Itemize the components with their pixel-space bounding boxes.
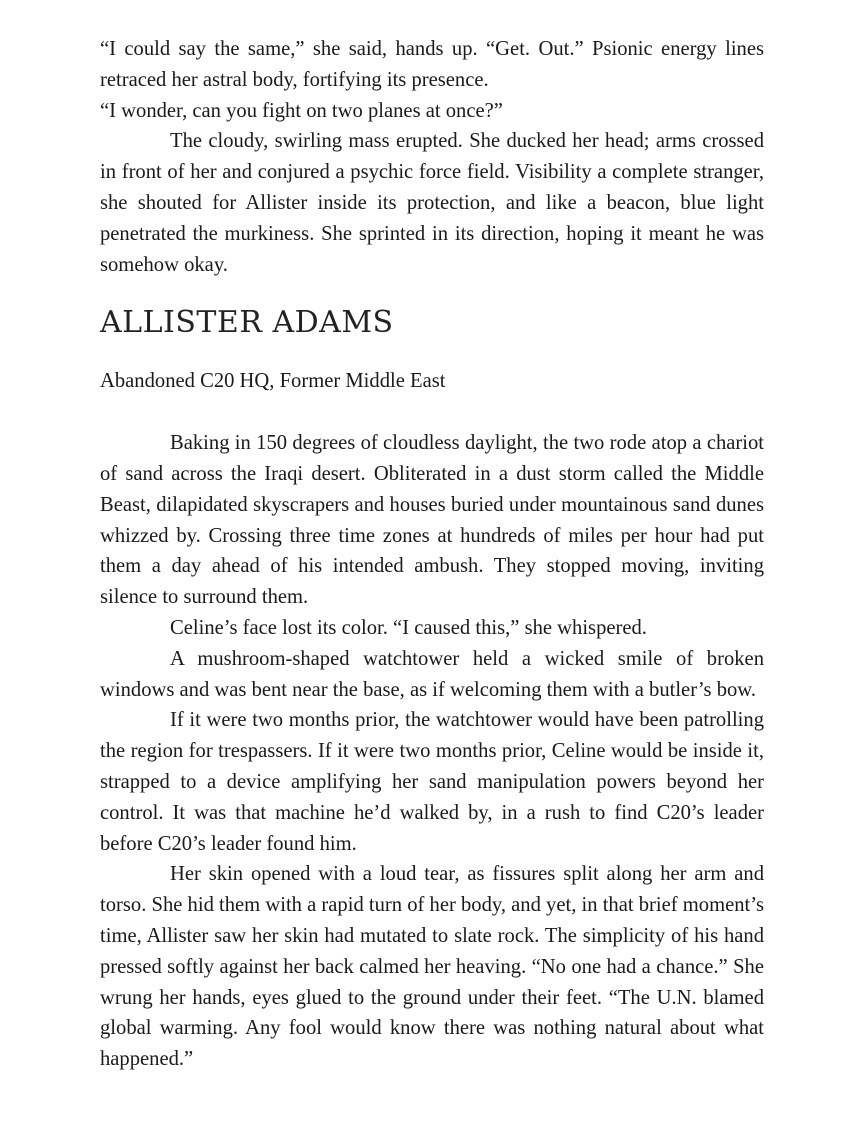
- chapter-heading: ALLISTER ADAMS: [100, 305, 394, 341]
- paragraph: “I wonder, can you fight on two planes at once?”: [100, 99, 503, 122]
- paragraph: Baking in 150 degrees of cloudless daylight, the two rode atop a chariot of sand across the Iraqi desert. Obliterated in a dust storm called the Middle Beast, dilapidated skyscrapers and houses buried under mountainous sand dunes whizzed by. Crossing three time zones at hundreds of miles per hour had put them a day ahead of his intended ambush. They stopped moving, inviting silence to surround them.: [100, 432, 764, 609]
- paragraph: A mushroom-shaped watchtower held a wicked smile of broken windows and was bent near the base, as if welcoming them with a butler’s bow.: [100, 647, 764, 701]
- book-page: [100, 34, 764, 1075]
- paragraph: If it were two months prior, the watchtower would have been patrolling the region for trespassers. If it were two months prior, Celine would be inside it, strapped to a device amplifying her sand manipulation powers beyond her control. It was that machine he’d walked by, in a rush to find C20’s leader before C20’s leader found him.: [100, 709, 764, 855]
- paragraph: The cloudy, swirling mass erupted. She ducked her head; arms crossed in front of her and conjured a psychic force field. Visibility a complete stranger, she shouted for Allister inside its protection, and like a beacon, blue light penetrated the murkiness. She sprinted in its direction, hoping it meant he was somehow okay.: [100, 130, 764, 276]
- paragraph: Celine’s face lost its color. “I caused this,” she whispered.: [170, 616, 647, 639]
- paragraph: Her skin opened with a loud tear, as fissures split along her arm and torso. She hid them with a rapid turn of her body, and yet, in that brief moment’s time, Allister saw her skin had mutated to slate rock. The simplicity of his hand pressed softly against her back calmed her heaving. “No one had a chance.” She wrung her hands, eyes glued to the ground under their feet. “The U.N. blamed global warming. Any fool would know there was nothing natural about what happened.”: [100, 863, 764, 1071]
- paragraph: “I could say the same,” she said, hands up. “Get. Out.” Psionic energy lines retraced her astral body, fortifying its presence.: [100, 38, 764, 91]
- scene-location: Abandoned C20 HQ, Former Middle East: [100, 370, 446, 393]
